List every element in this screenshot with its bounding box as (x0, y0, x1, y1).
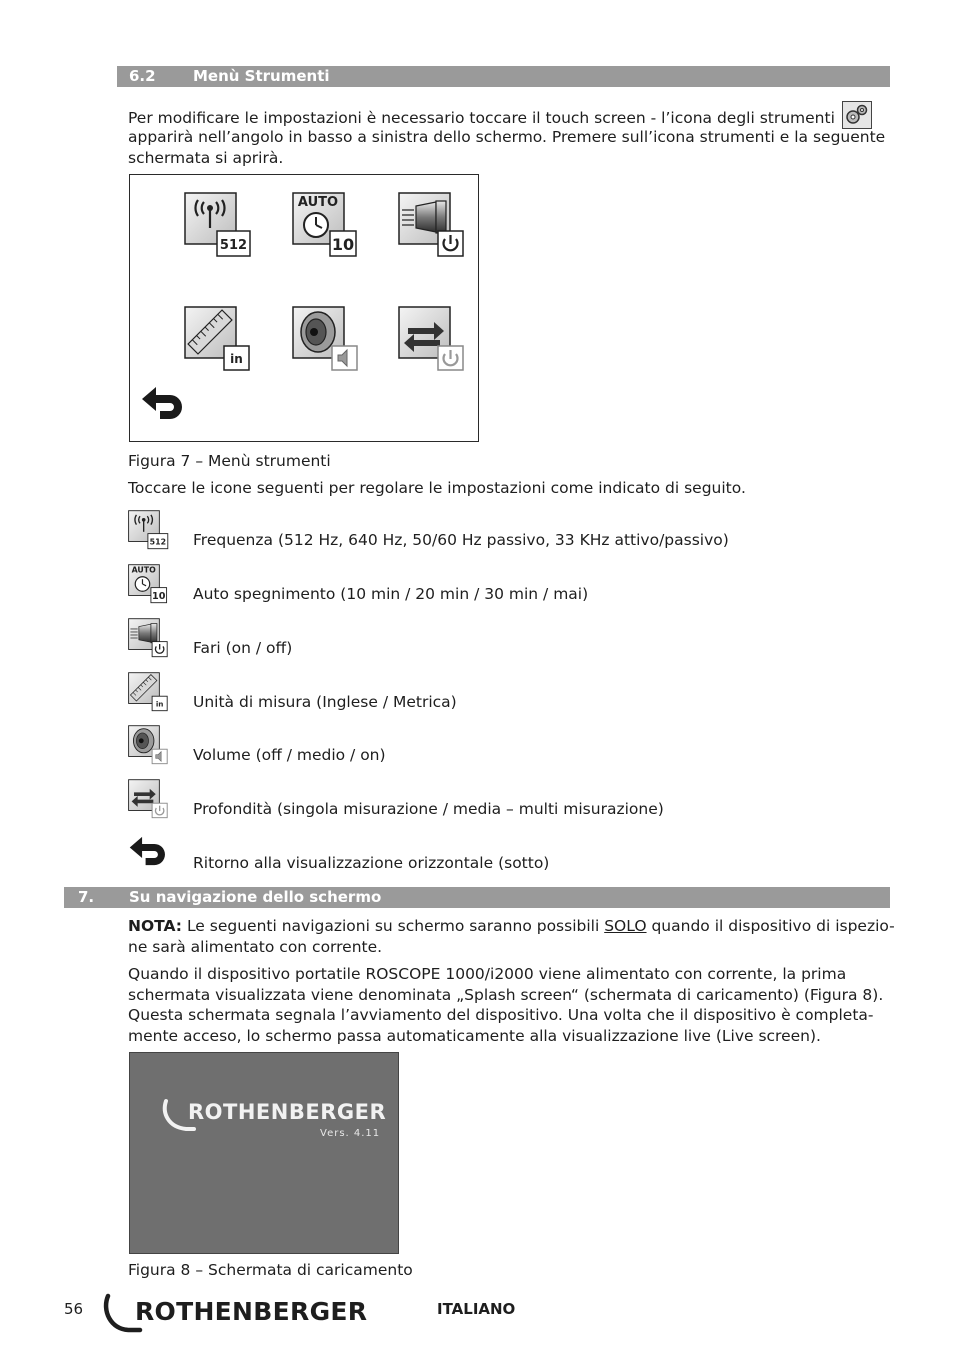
intro-paragraph (128, 101, 898, 168)
list-item-label: Volume (off / medio / on) (193, 746, 386, 764)
list-item-label: Auto spegnimento (10 min / 20 min / 30 min / mai) (193, 585, 589, 603)
depth-icon[interactable] (398, 306, 466, 372)
note-line-2: ne sarà alimentato con corrente. (128, 937, 383, 956)
body-line-2: schermata visualizzata viene denominata „Splash screen“ (schermata di caricamento) (Figura 8). (128, 985, 884, 1004)
return-icon[interactable] (140, 383, 190, 423)
footer-language: ITALIANO (437, 1300, 516, 1318)
list-item-label: Profondità (singola misurazione / media – multi misurazione) (193, 800, 664, 818)
figure-7-caption: Figura 7 – Menù strumenti (128, 452, 331, 470)
volume-icon[interactable] (292, 306, 360, 372)
instruction-text: Toccare le icone seguenti per regolare le impostazioni come indicato di seguito. (128, 479, 746, 497)
figure-8-caption: Figura 8 – Schermata di caricamento (128, 1261, 413, 1279)
splash-version: Vers. 4.11 (320, 1128, 381, 1139)
tools-gear-icon (842, 101, 872, 129)
lights-icon (128, 618, 169, 658)
list-item-label: Ritorno alla visualizzazione orizzontale (sotto) (193, 854, 550, 872)
section-number: 7. (78, 888, 95, 906)
list-item-label: Unità di misura (Inglese / Metrica) (193, 693, 457, 711)
body-paragraph (128, 964, 908, 1046)
lights-icon[interactable] (398, 192, 466, 258)
section-title: Su navigazione dello schermo (129, 888, 382, 906)
splash-brand: ROTHENBERGER (188, 1100, 387, 1124)
intro-line-3: schermata si aprirà. (128, 148, 284, 167)
list-item-label: Frequenza (512 Hz, 640 Hz, 50/60 Hz passivo, 33 KHz attivo/passivo) (193, 531, 729, 549)
intro-line-1: Per modificare le impostazioni è necessario toccare il touch screen - l’icona degli strumenti (128, 109, 835, 127)
units-icon[interactable] (184, 306, 252, 372)
figure-8-splash-screen (129, 1052, 399, 1254)
section-6-2-header (117, 66, 890, 87)
section-7-header (64, 887, 890, 908)
page-number: 56 (64, 1300, 84, 1318)
note-label: NOTA: (128, 917, 183, 935)
return-icon (128, 833, 172, 869)
note-text-1: Le seguenti navigazioni su schermo saranno possibili (182, 917, 605, 935)
auto-off-icon (128, 564, 169, 604)
frequency-icon[interactable] (184, 192, 252, 258)
body-line-3: Questa schermata segnala l’avviamento del dispositivo. Una volta che il dispositivo è completa- (128, 1006, 874, 1024)
section-title: Menù Strumenti (193, 67, 330, 85)
note-emphasis: SOLO (604, 917, 647, 935)
figure-7-tools-menu (129, 174, 479, 442)
units-icon (128, 672, 169, 712)
footer-brand: ROTHENBERGER (135, 1297, 368, 1326)
depth-icon (128, 779, 169, 819)
body-line-4: mente acceso, lo schermo passa automaticamente alla visualizzazione live (Live screen). (128, 1026, 821, 1045)
note-paragraph (128, 916, 898, 957)
note-text-2: quando il dispositivo di ispezio- (646, 917, 895, 935)
intro-line-2: apparirà nell’angolo in basso a sinistra dello schermo. Premere sull’icona strumenti e la seguente (128, 128, 886, 146)
body-line-1: Quando il dispositivo portatile ROSCOPE 1000/i2000 viene alimentato con corrente, la prima (128, 965, 847, 983)
section-number: 6.2 (129, 67, 156, 85)
volume-icon (128, 725, 169, 765)
list-item-label: Fari (on / off) (193, 639, 293, 657)
frequency-icon (128, 510, 169, 550)
auto-off-icon[interactable] (292, 192, 360, 258)
